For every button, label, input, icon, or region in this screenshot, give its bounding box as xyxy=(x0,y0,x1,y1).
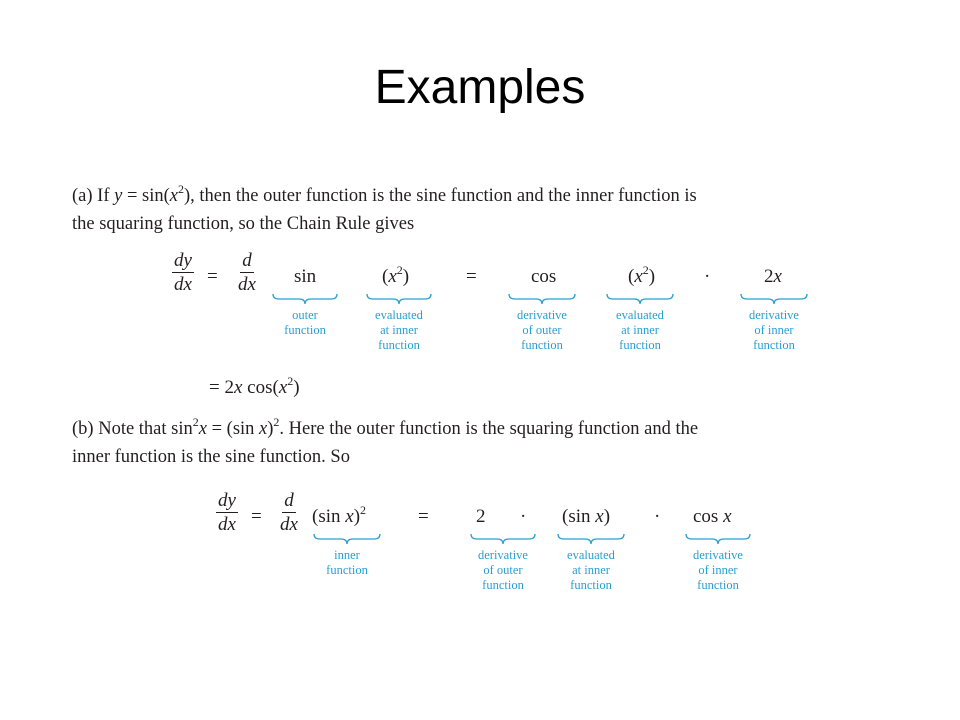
slide-title: Examples xyxy=(374,61,586,114)
underbrace-deriv-outer-b xyxy=(471,534,535,544)
label-evaluated-at-inner-b: evaluated at inner function xyxy=(567,548,615,592)
multiplication-dot-b1: · xyxy=(520,506,527,527)
label-derivative-of-outer: derivative of outer function xyxy=(517,308,567,352)
label-evaluated-at-inner-2: evaluated at inner function xyxy=(616,308,664,352)
underbrace-deriv-inner-b xyxy=(686,534,750,544)
inner-x-squared: $(x^2)$ xyxy=(382,263,410,287)
part-b-line1: (b) Note that $\sin^2x = (\sin$ x)$^2$. Here the outer function is the squaring function and the xyxy=(72,415,699,439)
sin-term: sin xyxy=(294,266,317,287)
part-a-line2: the squaring function, so the Chain Rule gives xyxy=(72,214,415,234)
equals-sign-b: = xyxy=(251,506,262,527)
multiplication-dot-b2: · xyxy=(654,506,661,527)
multiplication-dot: · xyxy=(704,266,711,287)
cosx-term: cos x xyxy=(693,506,732,527)
part-b-label: (b) xyxy=(72,419,94,439)
label-derivative-of-inner: derivative of inner function xyxy=(749,308,799,352)
underbrace-inner-b xyxy=(314,534,380,544)
dy-dx-fraction-b: $\frac{dy}{dx}$ xyxy=(218,490,236,535)
part-a-label: (a) xyxy=(72,186,93,206)
underbrace-outer xyxy=(273,294,337,304)
d-dx-operator: $\frac{d}{dx}$ xyxy=(238,250,256,295)
underbrace-eval-inner-b xyxy=(558,534,624,544)
underbrace-deriv-inner xyxy=(741,294,807,304)
label-outer-function: outer function xyxy=(284,308,326,337)
part-b-line2: inner function is the sine function. So xyxy=(72,447,350,467)
d-dx-operator-b: $\frac{d}{dx}$ xyxy=(280,490,298,535)
result-a: = 2x $\cos(x^2)$ xyxy=(209,374,300,398)
inner-x-squared-2: $(x^2)$ xyxy=(628,263,656,287)
label-inner-function-b: inner function xyxy=(326,548,368,577)
part-a-line1: (a) If $y = \sin(x^2)$, then the outer function is the sine function and the inner function is xyxy=(72,182,697,206)
equals-sign-2: = xyxy=(466,266,477,287)
sinx-term: (sin x) xyxy=(562,506,611,527)
label-derivative-of-inner-b: derivative of inner function xyxy=(693,548,743,592)
label-evaluated-at-inner: evaluated at inner function xyxy=(375,308,423,352)
two-term: 2 xyxy=(476,506,486,527)
dy-dx-fraction: $\frac{dy}{dx}$ xyxy=(174,250,192,295)
underbrace-eval-inner-2 xyxy=(607,294,673,304)
underbrace-deriv-outer xyxy=(509,294,575,304)
equals-sign-b2: = xyxy=(418,506,429,527)
label-derivative-of-outer-b: derivative of outer function xyxy=(478,548,528,592)
two-x-term: 2x xyxy=(764,266,782,287)
sinx-squared-term: (sin x)$^2$ xyxy=(312,503,367,527)
equals-sign: = xyxy=(207,266,218,287)
underbrace-eval-inner xyxy=(367,294,431,304)
cos-term: cos xyxy=(531,266,557,287)
